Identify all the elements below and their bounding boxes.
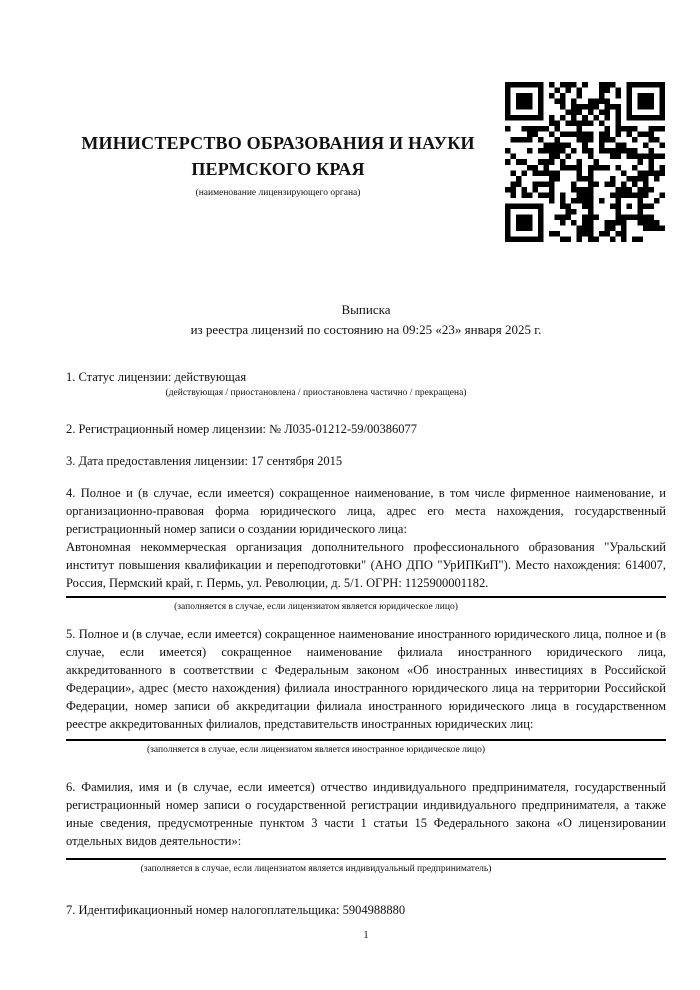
- license-status-options: [66, 387, 666, 399]
- foreign-entity-caption: (заполняется в случае, если лицензиатом является иностранное юридическое лицо): [147, 745, 485, 755]
- ministry-name-line1: МИНИСТЕРСТВО ОБРАЗОВАНИЯ И НАУКИ: [81, 133, 475, 153]
- document-title: Выписка: [341, 302, 391, 317]
- status-options-caption: (действующая / приостановлена / приостановлена частично / прекращена): [165, 388, 467, 398]
- legal-entity-section: [66, 484, 666, 613]
- licensing-authority-header: [66, 130, 490, 199]
- qr-code-icon: [505, 82, 665, 242]
- ministry-name-line2: ПЕРМСКОГО КРАЯ: [191, 159, 365, 179]
- entrepreneur-question: 6. Фамилия, имя и (в случае, если имеется) отчество индивидуального предпринимателя, государственный регистрационный номер записи о государственной регистрации индивидуального предпринимателя, а также иные сведения, предусмотренные пунктом 3 части 1 статьи 15 Федерального закона «О лицензировании отдельных видов деятельности»:: [66, 778, 666, 860]
- entrepreneur-caption: (заполняется в случае, если лицензиатом является индивидуальный предприниматель): [140, 864, 492, 874]
- license-status-line: 1. Статус лицензии: действующая: [66, 370, 247, 384]
- ministry-caption: (наименование лицензирующего органа): [195, 188, 361, 198]
- grant-date-line: 3. Дата предоставления лицензии: 17 сентября 2015: [66, 454, 343, 468]
- page-number: 1: [363, 929, 369, 941]
- legal-entity-answer: Автономная некоммерческая организация дополнительного профессионального образования "Уральский институт повышения квалификации и переподготовки" (АНО ДПО "УрИПКиП"). Место нахождения: 614007, Россия, Пермский край, г. Пермь, ул. Революции, д. 5/1. ОГРН: 1125900001182.: [66, 538, 666, 598]
- foreign-entity-question: 5. Полное и (в случае, если имеется) сокращенное наименование иностранного юридического лица, полное и (в случае, если имеется) сокращенное наименование филиала иностранного юридического лица, аккредитованного в соответствии с Федеральным законом «Об иностранных инвестициях в Российской Федерации», адрес (место нахождения) филиала иностранного юридического лица на территории Российской Федерации, номер записи об аккредитации филиала иностранного юридического лица в государственном реестре аккредитованных филиалов, представительств иностранных юридических лиц:: [66, 625, 666, 741]
- taxpayer-id-line: 7. Идентификационный номер налогоплательщика: 5904988880: [66, 903, 406, 917]
- document-subtitle: из реестра лицензий по состоянию на 09:25 «23» января 2025 г.: [190, 322, 542, 337]
- legal-entity-caption: (заполняется в случае, если лицензиатом является юридическое лицо): [174, 602, 458, 612]
- registration-number-line: 2. Регистрационный номер лицензии: № Л035-01212-59/00386077: [66, 422, 417, 436]
- legal-entity-question: 4. Полное и (в случае, если имеется) сокращенное наименование, в том числе фирменное наименование, и организационно-правовая форма юридического лица, адрес его места нахождения, государственный регистрационный номер записи о создании юридического лица:: [66, 486, 666, 536]
- foreign-entity-section: [66, 625, 666, 756]
- entrepreneur-section: [66, 778, 666, 875]
- document-title-block: [66, 300, 666, 340]
